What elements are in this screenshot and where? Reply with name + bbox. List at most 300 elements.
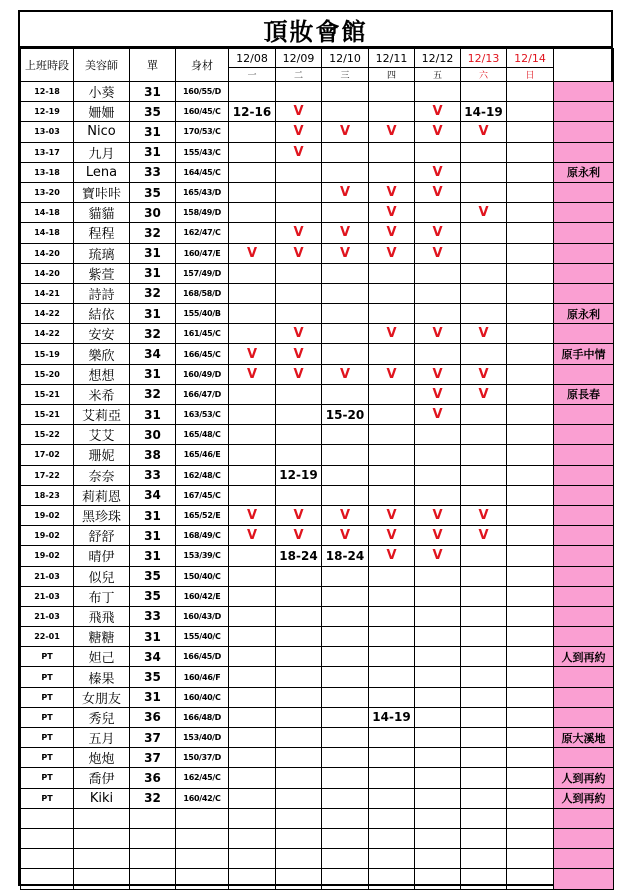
- day-cell: [507, 526, 554, 546]
- header-weekday: 六: [461, 68, 507, 82]
- stylist-name-cell: 似兒: [74, 566, 130, 586]
- day-cell: [276, 445, 322, 465]
- day-cell: 14-19: [369, 707, 415, 727]
- header-date: 12/12: [415, 49, 461, 68]
- day-cell: [461, 728, 507, 748]
- day-cell: [369, 162, 415, 182]
- available-mark: V: [276, 122, 322, 142]
- shift-cell: 12-18: [21, 82, 74, 102]
- available-mark: V: [369, 122, 415, 142]
- stylist-name-cell: 妲己: [74, 647, 130, 667]
- table-row: [21, 445, 614, 465]
- table-row: [21, 142, 614, 162]
- day-cell: [322, 82, 369, 102]
- available-mark: V: [369, 364, 415, 384]
- day-cell: [461, 425, 507, 445]
- available-mark: V: [229, 243, 276, 263]
- shift-cell: 15-21: [21, 405, 74, 425]
- shift-cell: 15-19: [21, 344, 74, 364]
- note-cell: [554, 324, 614, 344]
- day-cell: [507, 162, 554, 182]
- day-cell: [507, 203, 554, 223]
- count-cell: 30: [130, 425, 176, 445]
- day-cell: [229, 566, 276, 586]
- header-weekday: 四: [369, 68, 415, 82]
- day-cell: [276, 687, 322, 707]
- note-cell: [554, 627, 614, 647]
- day-cell: [369, 102, 415, 122]
- header-weekday: 日: [507, 68, 554, 82]
- note-cell: [554, 505, 614, 525]
- count-cell: 31: [130, 122, 176, 142]
- table-row: [21, 728, 614, 748]
- day-cell: [229, 627, 276, 647]
- day-cell: [461, 667, 507, 687]
- header-weekday: 一: [229, 68, 276, 82]
- note-cell: [554, 142, 614, 162]
- day-cell: [322, 425, 369, 445]
- available-mark: V: [415, 364, 461, 384]
- day-cell: [507, 82, 554, 102]
- stylist-name-cell: 結依: [74, 304, 130, 324]
- day-cell: [322, 707, 369, 727]
- day-cell: [415, 849, 461, 869]
- available-mark: V: [276, 102, 322, 122]
- shift-cell: 21-03: [21, 566, 74, 586]
- day-cell: [461, 546, 507, 566]
- day-cell: [229, 465, 276, 485]
- available-mark: V: [369, 203, 415, 223]
- shift-cell: 21-03: [21, 586, 74, 606]
- stylist-name-cell: 安安: [74, 324, 130, 344]
- body-stats-cell: 164/45/C: [176, 162, 229, 182]
- available-mark: V: [461, 203, 507, 223]
- stylist-name-cell: [74, 808, 130, 828]
- day-cell: [415, 707, 461, 727]
- day-cell: [415, 304, 461, 324]
- day-cell: [415, 687, 461, 707]
- count-cell: 30: [130, 203, 176, 223]
- count-cell: 31: [130, 142, 176, 162]
- count-cell: 33: [130, 162, 176, 182]
- note-cell: [554, 243, 614, 263]
- day-cell: [415, 748, 461, 768]
- table-row: [21, 546, 614, 566]
- count-cell: 31: [130, 243, 176, 263]
- day-cell: [369, 465, 415, 485]
- day-cell: [276, 162, 322, 182]
- count-cell: 31: [130, 687, 176, 707]
- day-cell: [415, 203, 461, 223]
- table-row: [21, 849, 614, 869]
- table-row: [21, 223, 614, 243]
- table-row: [21, 324, 614, 344]
- count-cell: 35: [130, 586, 176, 606]
- day-cell: [369, 869, 415, 889]
- available-mark: V: [322, 526, 369, 546]
- body-stats-cell: 165/46/E: [176, 445, 229, 465]
- shift-cell: 14-20: [21, 243, 74, 263]
- count-cell: 32: [130, 788, 176, 808]
- day-cell: [322, 728, 369, 748]
- stylist-name-cell: 樂欣: [74, 344, 130, 364]
- available-mark: V: [276, 526, 322, 546]
- stylist-name-cell: 五月: [74, 728, 130, 748]
- table-row: [21, 748, 614, 768]
- table-row: [21, 203, 614, 223]
- stylist-name-cell: 艾艾: [74, 425, 130, 445]
- table-row: [21, 869, 614, 889]
- body-stats-cell: 150/40/C: [176, 566, 229, 586]
- day-cell: [461, 82, 507, 102]
- day-cell: [276, 82, 322, 102]
- header-body: 身材: [176, 49, 229, 82]
- day-cell: [461, 283, 507, 303]
- body-stats-cell: 160/42/C: [176, 788, 229, 808]
- shift-cell: 17-02: [21, 445, 74, 465]
- note-cell: [554, 586, 614, 606]
- day-cell: [276, 304, 322, 324]
- body-stats-cell: 165/43/D: [176, 182, 229, 202]
- count-cell: [130, 849, 176, 869]
- day-cell: [461, 566, 507, 586]
- stylist-name-cell: [74, 869, 130, 889]
- day-cell: [369, 384, 415, 404]
- table-row: [21, 586, 614, 606]
- day-cell: [369, 344, 415, 364]
- available-mark: V: [415, 223, 461, 243]
- day-cell: [461, 788, 507, 808]
- stylist-name-cell: 黑珍珠: [74, 505, 130, 525]
- day-cell: [229, 304, 276, 324]
- header-stylist: 美容師: [74, 49, 130, 82]
- header-date: 12/09: [276, 49, 322, 68]
- stylist-name-cell: Lena: [74, 162, 130, 182]
- day-cell: [322, 304, 369, 324]
- note-cell: [554, 405, 614, 425]
- day-cell: [322, 203, 369, 223]
- body-stats-cell: 160/45/C: [176, 102, 229, 122]
- day-cell: [507, 606, 554, 626]
- day-cell: [507, 828, 554, 848]
- day-cell: [415, 788, 461, 808]
- day-cell: [461, 344, 507, 364]
- shift-cell: 13-17: [21, 142, 74, 162]
- day-cell: [276, 182, 322, 202]
- count-cell: 35: [130, 102, 176, 122]
- available-mark: V: [369, 324, 415, 344]
- body-stats-cell: 162/48/C: [176, 465, 229, 485]
- day-cell: [322, 687, 369, 707]
- shift-cell: PT: [21, 768, 74, 788]
- note-cell: [554, 364, 614, 384]
- day-cell: [276, 748, 322, 768]
- count-cell: [130, 808, 176, 828]
- available-mark: V: [369, 243, 415, 263]
- day-cell: [507, 465, 554, 485]
- table-row: [21, 405, 614, 425]
- day-cell: [507, 223, 554, 243]
- count-cell: 31: [130, 627, 176, 647]
- note-cell: 原手中情: [554, 344, 614, 364]
- day-cell: [507, 243, 554, 263]
- note-cell: [554, 203, 614, 223]
- body-stats-cell: 166/47/D: [176, 384, 229, 404]
- day-cell: [369, 687, 415, 707]
- day-cell: [507, 263, 554, 283]
- day-cell: 12-16: [229, 102, 276, 122]
- body-stats-cell: 155/40/C: [176, 627, 229, 647]
- note-cell: 原永利: [554, 162, 614, 182]
- day-cell: [322, 162, 369, 182]
- available-mark: V: [276, 505, 322, 525]
- day-cell: [415, 667, 461, 687]
- available-mark: V: [276, 243, 322, 263]
- day-cell: [229, 667, 276, 687]
- shift-cell: 17-22: [21, 465, 74, 485]
- available-mark: V: [461, 526, 507, 546]
- day-cell: [276, 384, 322, 404]
- available-mark: V: [461, 505, 507, 525]
- note-cell: [554, 102, 614, 122]
- day-cell: [415, 586, 461, 606]
- day-cell: [322, 485, 369, 505]
- note-cell: [554, 808, 614, 828]
- day-cell: [461, 465, 507, 485]
- body-stats-cell: 160/40/C: [176, 687, 229, 707]
- count-cell: 32: [130, 324, 176, 344]
- day-cell: [415, 566, 461, 586]
- shift-cell: 13-20: [21, 182, 74, 202]
- schedule-sheet: [18, 10, 613, 886]
- day-cell: [507, 122, 554, 142]
- day-cell: [415, 445, 461, 465]
- day-cell: [461, 687, 507, 707]
- note-cell: [554, 849, 614, 869]
- header-weekday: 二: [276, 68, 322, 82]
- day-cell: [369, 627, 415, 647]
- table-row: [21, 465, 614, 485]
- day-cell: [229, 82, 276, 102]
- day-cell: [461, 647, 507, 667]
- note-cell: [554, 485, 614, 505]
- schedule-table: [20, 48, 614, 890]
- day-cell: 15-20: [322, 405, 369, 425]
- day-cell: [322, 647, 369, 667]
- day-cell: [322, 283, 369, 303]
- body-stats-cell: 168/58/D: [176, 283, 229, 303]
- available-mark: V: [369, 546, 415, 566]
- day-cell: [415, 869, 461, 889]
- day-cell: [369, 788, 415, 808]
- stylist-name-cell: 秀兒: [74, 707, 130, 727]
- header-date: 12/11: [369, 49, 415, 68]
- day-cell: [507, 445, 554, 465]
- note-cell: [554, 687, 614, 707]
- day-cell: [507, 304, 554, 324]
- day-cell: [507, 849, 554, 869]
- note-cell: [554, 869, 614, 889]
- table-row: [21, 364, 614, 384]
- day-cell: [507, 425, 554, 445]
- day-cell: [369, 263, 415, 283]
- body-stats-cell: [176, 808, 229, 828]
- table-row: [21, 485, 614, 505]
- shift-cell: 15-22: [21, 425, 74, 445]
- day-cell: [322, 384, 369, 404]
- count-cell: 31: [130, 263, 176, 283]
- shift-cell: 19-02: [21, 505, 74, 525]
- stylist-name-cell: 布丁: [74, 586, 130, 606]
- stylist-name-cell: 詩詩: [74, 283, 130, 303]
- shift-cell: 15-21: [21, 384, 74, 404]
- day-cell: [229, 485, 276, 505]
- day-cell: [229, 728, 276, 748]
- stylist-name-cell: [74, 828, 130, 848]
- day-cell: [507, 748, 554, 768]
- available-mark: V: [461, 122, 507, 142]
- day-cell: [276, 405, 322, 425]
- stylist-name-cell: 炮炮: [74, 748, 130, 768]
- day-cell: [415, 82, 461, 102]
- day-cell: [369, 768, 415, 788]
- table-row: [21, 384, 614, 404]
- note-cell: [554, 707, 614, 727]
- table-row: [21, 667, 614, 687]
- day-cell: [415, 808, 461, 828]
- shift-cell: PT: [21, 728, 74, 748]
- stylist-name-cell: 程程: [74, 223, 130, 243]
- shift-cell: [21, 808, 74, 828]
- shift-cell: PT: [21, 667, 74, 687]
- available-mark: V: [276, 223, 322, 243]
- shift-cell: 14-20: [21, 263, 74, 283]
- note-cell: [554, 445, 614, 465]
- day-cell: [369, 667, 415, 687]
- day-cell: [507, 647, 554, 667]
- day-cell: [229, 687, 276, 707]
- count-cell: 31: [130, 364, 176, 384]
- body-stats-cell: 160/46/F: [176, 667, 229, 687]
- page-title: 頂妝會館: [20, 12, 611, 48]
- stylist-name-cell: 姍姍: [74, 102, 130, 122]
- stylist-name-cell: 米希: [74, 384, 130, 404]
- body-stats-cell: 155/43/C: [176, 142, 229, 162]
- table-row: [21, 283, 614, 303]
- shift-cell: PT: [21, 687, 74, 707]
- body-stats-cell: 162/45/C: [176, 768, 229, 788]
- note-cell: [554, 223, 614, 243]
- day-cell: [461, 606, 507, 626]
- shift-cell: 14-18: [21, 223, 74, 243]
- table-row: [21, 627, 614, 647]
- count-cell: 33: [130, 465, 176, 485]
- day-cell: [507, 627, 554, 647]
- body-stats-cell: 162/47/C: [176, 223, 229, 243]
- day-cell: [322, 263, 369, 283]
- day-cell: [229, 647, 276, 667]
- day-cell: [322, 102, 369, 122]
- day-cell: [276, 263, 322, 283]
- shift-cell: 13-03: [21, 122, 74, 142]
- count-cell: 37: [130, 748, 176, 768]
- day-cell: [369, 728, 415, 748]
- day-cell: [229, 263, 276, 283]
- stylist-name-cell: 艾莉亞: [74, 405, 130, 425]
- note-cell: [554, 82, 614, 102]
- note-cell: [554, 606, 614, 626]
- day-cell: [507, 182, 554, 202]
- shift-cell: PT: [21, 707, 74, 727]
- header-note: [554, 49, 614, 82]
- day-cell: [369, 586, 415, 606]
- available-mark: V: [229, 344, 276, 364]
- day-cell: [229, 768, 276, 788]
- day-cell: [461, 162, 507, 182]
- day-cell: [229, 405, 276, 425]
- stylist-name-cell: 糖糖: [74, 627, 130, 647]
- available-mark: V: [369, 505, 415, 525]
- count-cell: 33: [130, 606, 176, 626]
- stylist-name-cell: 小葵: [74, 82, 130, 102]
- available-mark: V: [415, 243, 461, 263]
- stylist-name-cell: 寶咔咔: [74, 182, 130, 202]
- table-row: [21, 828, 614, 848]
- count-cell: 35: [130, 182, 176, 202]
- day-cell: [369, 828, 415, 848]
- body-stats-cell: 160/43/D: [176, 606, 229, 626]
- table-row: [21, 606, 614, 626]
- available-mark: V: [415, 384, 461, 404]
- available-mark: V: [322, 364, 369, 384]
- note-cell: [554, 283, 614, 303]
- day-cell: [322, 808, 369, 828]
- day-cell: [229, 122, 276, 142]
- day-cell: [322, 788, 369, 808]
- table-row: [21, 505, 614, 525]
- available-mark: V: [229, 526, 276, 546]
- body-stats-cell: 160/47/E: [176, 243, 229, 263]
- body-stats-cell: 166/45/C: [176, 344, 229, 364]
- day-cell: [229, 283, 276, 303]
- header-weekday: 三: [322, 68, 369, 82]
- day-cell: 12-19: [276, 465, 322, 485]
- header-date: 12/13: [461, 49, 507, 68]
- day-cell: [461, 263, 507, 283]
- shift-cell: [21, 828, 74, 848]
- count-cell: 31: [130, 82, 176, 102]
- day-cell: [276, 728, 322, 748]
- header-count: 單: [130, 49, 176, 82]
- day-cell: [229, 445, 276, 465]
- note-cell: [554, 465, 614, 485]
- day-cell: [507, 566, 554, 586]
- body-stats-cell: 153/40/D: [176, 728, 229, 748]
- shift-cell: 14-22: [21, 304, 74, 324]
- day-cell: [229, 869, 276, 889]
- day-cell: [322, 566, 369, 586]
- stylist-name-cell: 貓貓: [74, 203, 130, 223]
- day-cell: [229, 788, 276, 808]
- shift-cell: [21, 849, 74, 869]
- day-cell: [369, 82, 415, 102]
- count-cell: 34: [130, 344, 176, 364]
- available-mark: V: [276, 324, 322, 344]
- day-cell: [507, 707, 554, 727]
- note-cell: [554, 546, 614, 566]
- day-cell: [322, 849, 369, 869]
- day-cell: [229, 182, 276, 202]
